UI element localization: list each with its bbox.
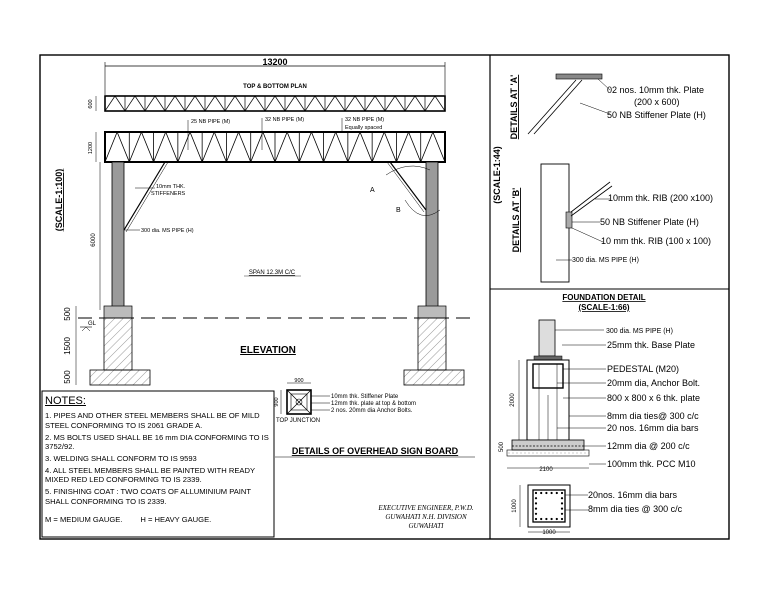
- notes-list: [45, 411, 273, 506]
- foundation-label-6: 8mm dia ties@ 300 c/c: [607, 411, 699, 421]
- main-title: DETAILS OF OVERHEAD SIGN BOARD: [291, 446, 459, 456]
- scale-elevation: (SCALE-1:100): [54, 168, 64, 232]
- note-item: 2. MS BOLTS USED SHALL BE 16 mm DIA CONFORMING TO IS 3752/92.: [45, 432, 269, 452]
- left-column: [112, 162, 124, 310]
- stiffener-label-2: STIFFENERS: [151, 191, 186, 197]
- detail-a-label-2: (200 x 600): [634, 97, 680, 107]
- foundation-label-9: 100mm thk. PCC M10: [607, 459, 696, 469]
- foundation-detail: [499, 293, 700, 536]
- notes-heading: NOTES:: [45, 395, 86, 407]
- top-junction-detail: [274, 378, 416, 424]
- detail-b-label-3: 10 mm thk. RIB (100 x 100): [601, 236, 712, 246]
- foundation-dim-base: 500: [499, 441, 505, 453]
- plan-depth-dim: 600: [88, 99, 94, 109]
- notes-panel: [45, 394, 273, 536]
- junction-dim-w: 900: [294, 378, 304, 384]
- foundation-label-7: 20 nos. 16mm dia bars: [607, 423, 699, 433]
- plan-title: TOP & BOTTOM PLAN: [243, 84, 307, 90]
- foundation-dim-top: 500: [63, 307, 72, 321]
- foundation-label-5: 800 x 800 x 6 thk. plate: [607, 393, 701, 403]
- signature-line-1: EXECUTIVE ENGINEER, P.W.D.: [378, 504, 474, 512]
- signature-line-3: GUWAHATI: [408, 522, 444, 530]
- junction-title: TOP JUNCTION: [276, 418, 321, 424]
- foundation-label-2: 25mm thk. Base Plate: [607, 340, 696, 350]
- elevation-truss-web: [105, 132, 445, 162]
- section-dim-w: 1000: [542, 530, 556, 536]
- label-pipe-32-right: 32 NB PIPE (M): [345, 117, 385, 123]
- foundation-title: FOUNDATION DETAIL: [562, 293, 646, 302]
- junction-label-1: 10mm thk. Stiffener Plate: [331, 394, 399, 400]
- truss-depth-dim: 1200: [88, 141, 94, 155]
- plan-truss: [105, 96, 445, 111]
- foundation-dim-bottom: 500: [63, 370, 72, 384]
- detail-b-label-1: 10mm thk. RIB (200 x100): [608, 193, 714, 203]
- section-label-1: 20nos. 16mm dia bars: [588, 490, 678, 500]
- signature-line-2: GUWAHATI N.H. DIVISION: [385, 513, 467, 521]
- foundation-dim-height: 2000: [510, 393, 516, 407]
- overall-span-dim: 13200: [262, 57, 288, 67]
- detail-b-title: DETAILS AT 'B': [511, 187, 521, 253]
- gauge-legend: [45, 515, 273, 525]
- detail-a-title: DETAILS AT 'A': [509, 74, 519, 140]
- foundation-label-8: 12mm dia @ 200 c/c: [607, 441, 690, 451]
- note-item: 1. PIPES AND OTHER STEEL MEMBERS SHALL BE OF MILD STEEL CONFORMING TO IS 2061 GRADE A.: [45, 411, 260, 430]
- foundation-scale: (SCALE-1:66): [578, 303, 630, 312]
- span-label: SPAN 12.3M C/C: [248, 270, 296, 276]
- medium-gauge-note: M = MEDIUM GAUGE.: [45, 514, 123, 524]
- stiffener-label-1: 10mm THK.: [156, 184, 186, 190]
- gl-label: GL: [88, 321, 97, 327]
- heavy-gauge-note: H = HEAVY GAUGE.: [140, 514, 212, 524]
- detail-a: [509, 74, 706, 139]
- detail-b-label-4: 300 dia. MS PIPE (H): [572, 257, 639, 264]
- column-height-dim: 6000: [91, 233, 97, 247]
- note-item: 3. WELDING SHALL CONFORM TO IS 9593: [45, 453, 197, 463]
- detail-scale: (SCALE-1:44): [492, 146, 502, 204]
- section-label-2: 8mm dia ties @ 300 c/c: [588, 504, 683, 514]
- callout-b: B: [396, 207, 401, 214]
- note-item: 4. ALL STEEL MEMBERS SHALL BE PAINTED WITH READY MIXED RED LED CONFORMING TO IS 2339.: [45, 465, 255, 485]
- detail-b-label-2: 50 NB Stiffener Plate (H): [600, 217, 699, 227]
- junction-dim-h: 900: [274, 397, 280, 407]
- note-item: 5. FINISHING COAT : TWO COATS OF ALLUMINIUM PAINT SHALL CONFORMING TO IS 2339.: [45, 487, 251, 506]
- detail-b: [511, 164, 713, 282]
- right-column: [426, 162, 438, 310]
- detail-a-label-1: 02 nos. 10mm thk. Plate: [607, 85, 705, 95]
- foundation-dim-width: 2100: [539, 467, 553, 473]
- section-dim-h: 1000: [512, 499, 518, 513]
- ms-pipe-label: 300 dia. MS PIPE (H): [141, 228, 194, 234]
- right-knee-brace: [390, 162, 426, 210]
- callout-a: A: [370, 187, 375, 194]
- right-foundation: [404, 306, 464, 385]
- foundation-label-1: 300 dia. MS PIPE (H): [606, 328, 673, 335]
- junction-label-2: 12mm thk. plate at top & bottom: [331, 401, 417, 407]
- foundation-dim-mid: 1500: [63, 337, 72, 355]
- callout-arc-a: [386, 166, 430, 175]
- label-equally-spaced: Equally spaced: [345, 125, 383, 131]
- detail-a-label-3: 50 NB Stiffener Plate (H): [607, 110, 706, 120]
- plan-truss-web: [105, 96, 445, 111]
- label-pipe-32-mid: 32 NB PIPE (M): [265, 117, 305, 123]
- elevation-title: ELEVATION: [240, 345, 296, 356]
- label-pipe-25: 25 NB PIPE (M): [191, 119, 231, 125]
- junction-label-3: 2 nos. 20mm dia Anchor Bolts.: [331, 408, 413, 414]
- elevation-view: [54, 57, 470, 385]
- foundation-label-3: PEDESTAL (M20): [607, 364, 680, 374]
- foundation-label-4: 20mm dia, Anchor Bolt.: [607, 378, 701, 388]
